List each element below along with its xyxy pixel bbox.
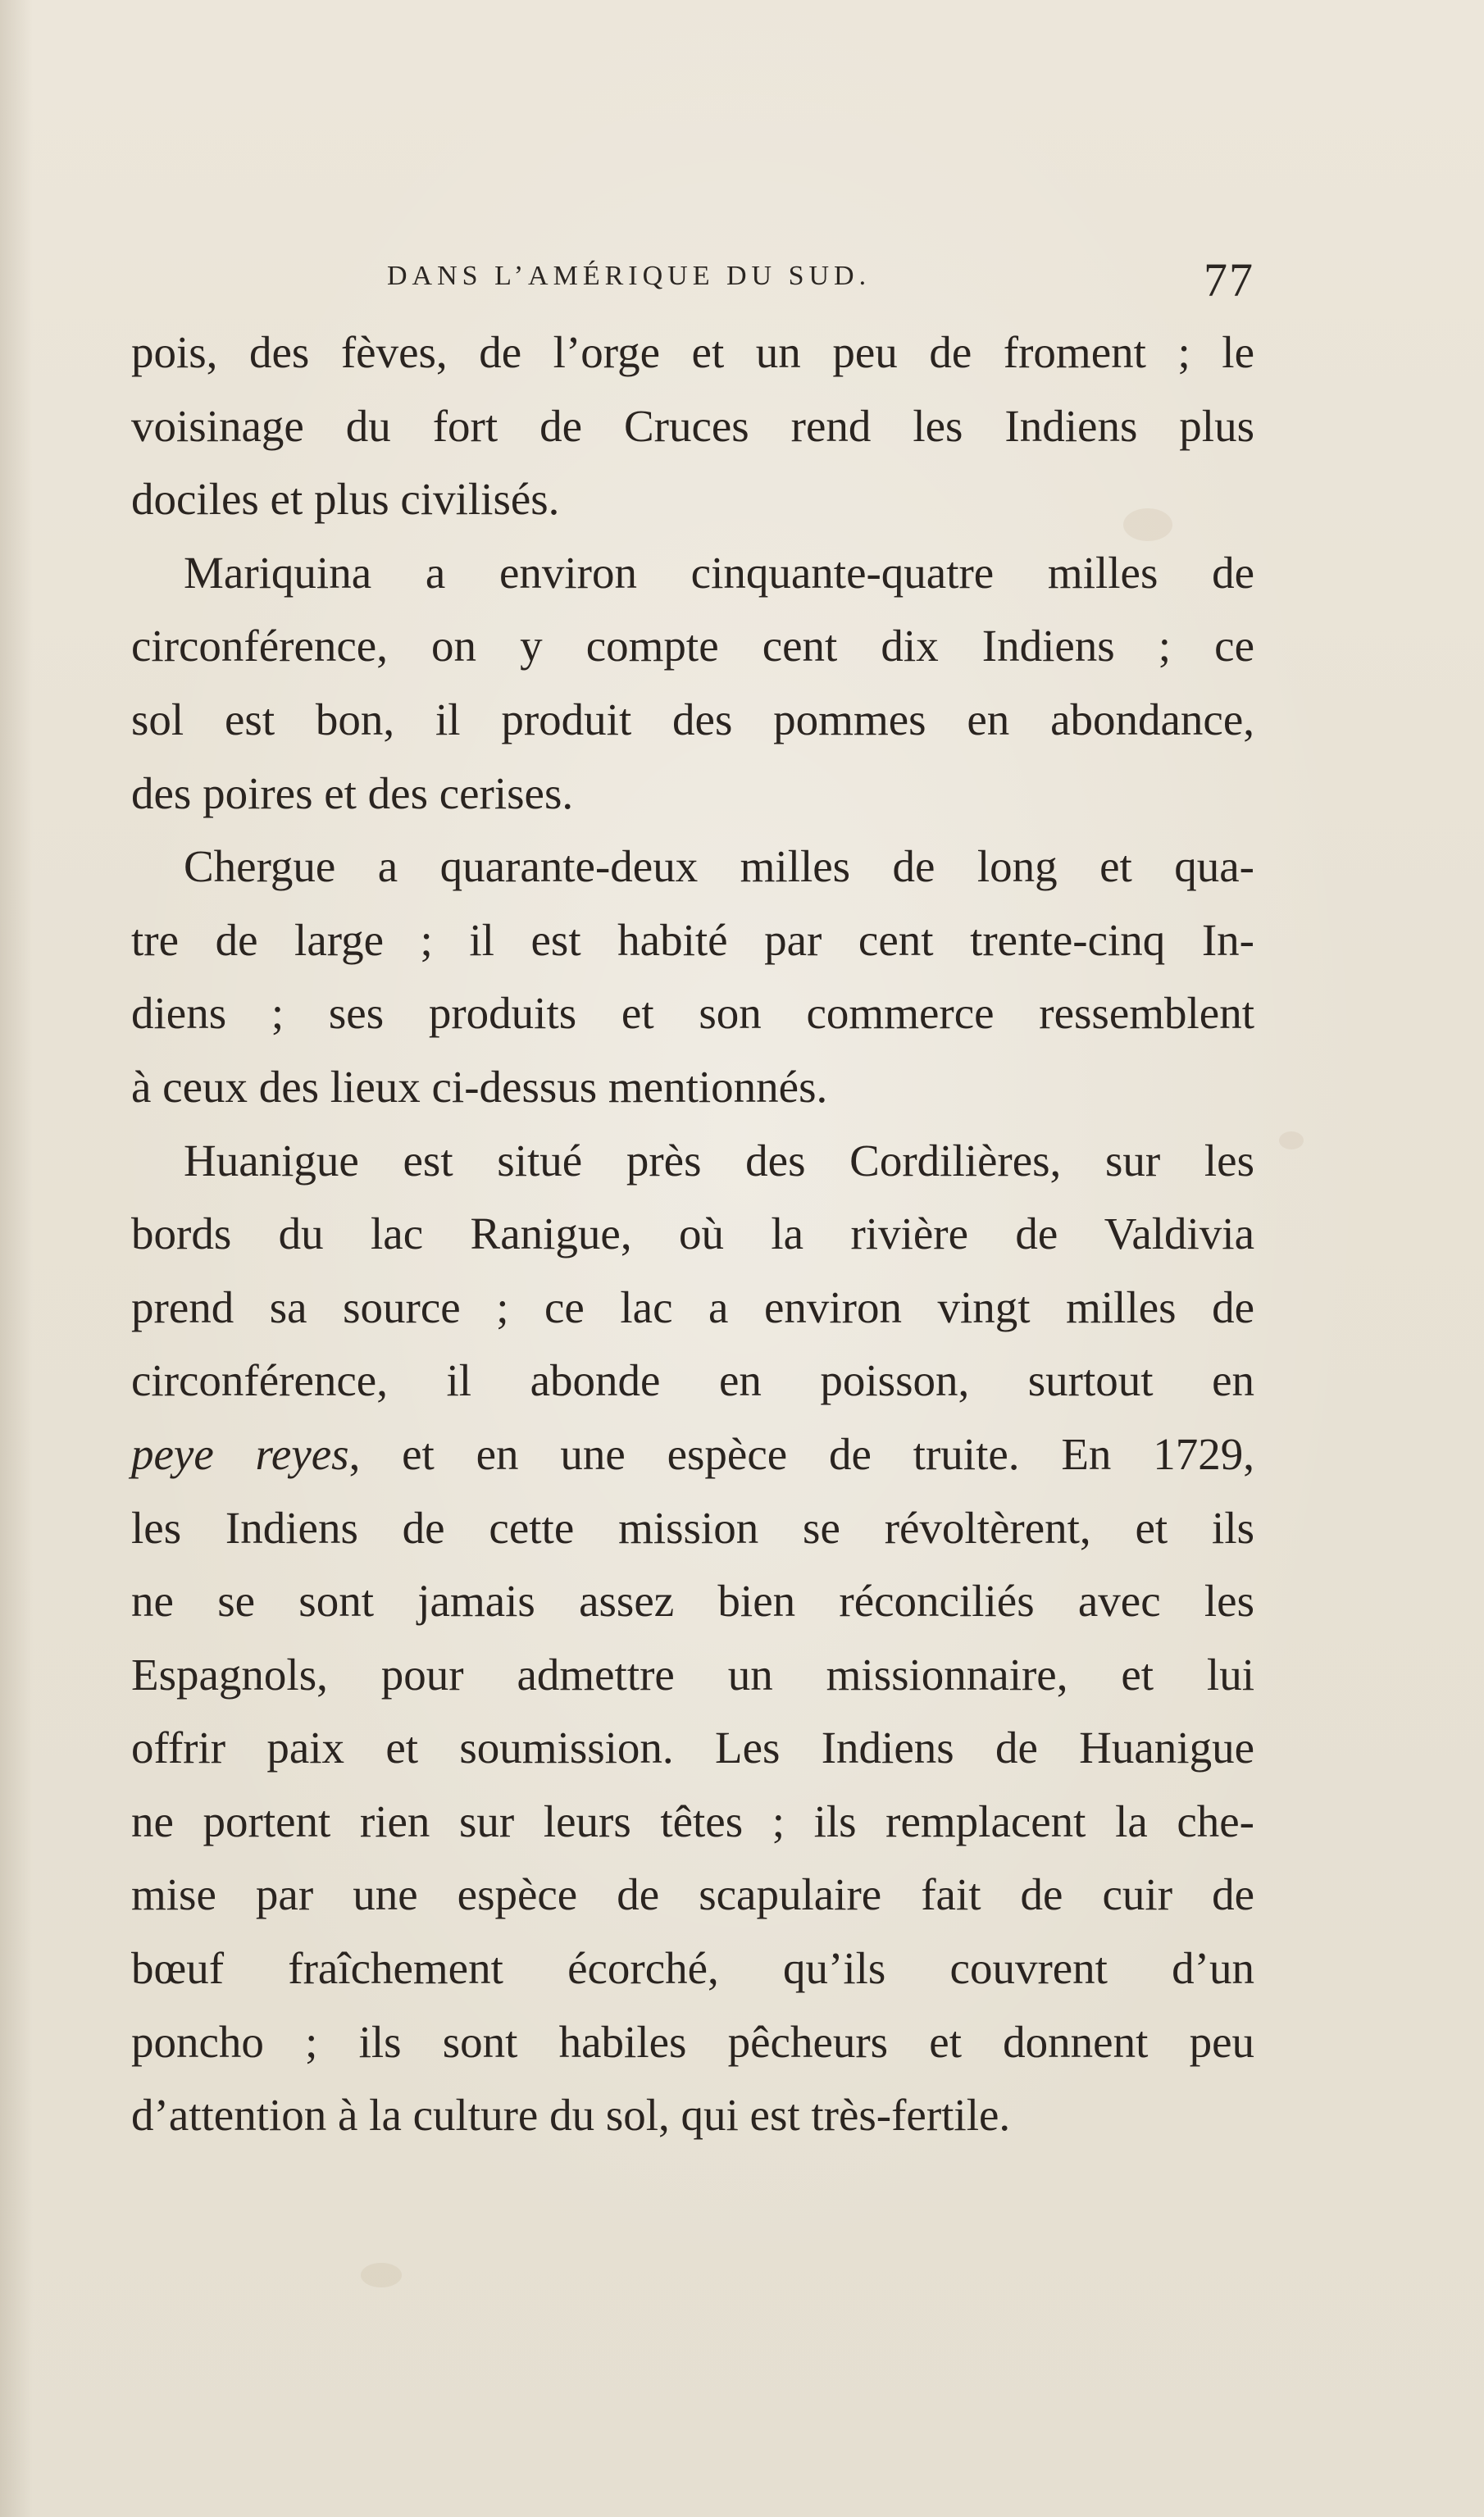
text-line: prend sa source ; ce lac a environ vingt milles de bbox=[131, 1281, 1254, 1332]
text-line: pois, des fèves, de l’orge et un peu de froment ; le bbox=[131, 327, 1254, 377]
text-line: ne se sont jamais assez bien réconciliés avec les bbox=[131, 1576, 1254, 1627]
text-line: Chergue a quarante-deux milles de long et qua- bbox=[184, 841, 1254, 892]
text-line: tre de large ; il est habité par cent trente-cinq In- bbox=[131, 914, 1254, 965]
text-line: Espagnols, pour admettre un missionnaire, et lui bbox=[131, 1649, 1254, 1700]
running-title: DANS L’AMÉRIQUE DU SUD. bbox=[387, 261, 872, 291]
italic-term: peye reyes bbox=[131, 1428, 349, 1479]
page-header bbox=[131, 253, 1254, 313]
body-text bbox=[131, 316, 1254, 2152]
text-line: diens ; ses produits et son commerce ressemblent bbox=[131, 988, 1254, 1039]
text-line: d’attention à la culture du sol, qui est très-fertile. bbox=[131, 2090, 1011, 2141]
text-line: à ceux des lieux ci-dessus mentionnés. bbox=[131, 1061, 828, 1112]
text-line: ne portent rien sur leurs têtes ; ils remplacent la che- bbox=[131, 1796, 1254, 1846]
text-line: voisinage du fort de Cruces rend les Indiens plus bbox=[131, 400, 1254, 451]
text-fragment: , et en une espèce de truite. En 1729, bbox=[348, 1428, 1254, 1479]
text-line-mixed bbox=[131, 1418, 1254, 1491]
text-line: poncho ; ils sont habiles pêcheurs et donnent peu bbox=[131, 2016, 1254, 2067]
text-line: sol est bon, il produit des pommes en abondance, bbox=[131, 694, 1254, 744]
text-line: les Indiens de cette mission se révoltèrent, et ils bbox=[131, 1502, 1254, 1553]
text-line: circonférence, on y compte cent dix Indiens ; ce bbox=[131, 621, 1254, 671]
text-line: bords du lac Ranigue, où la rivière de Valdivia bbox=[131, 1208, 1254, 1259]
text-line: Mariquina a environ cinquante-quatre milles de bbox=[184, 547, 1254, 598]
text-line: offrir paix et soumission. Les Indiens de Huanigue bbox=[131, 1723, 1254, 1773]
text-line: Huanigue est situé près des Cordilières, sur les bbox=[184, 1135, 1254, 1186]
foxing-spot bbox=[361, 2263, 402, 2287]
text-line: des poires et des cerises. bbox=[131, 767, 574, 818]
page-number: 77 bbox=[1204, 253, 1254, 307]
foxing-spot bbox=[1279, 1131, 1304, 1149]
text-line: circonférence, il abonde en poisson, surtout en bbox=[131, 1355, 1254, 1406]
text-line: bœuf fraîchement écorché, qu’ils couvrent d’un bbox=[131, 1943, 1254, 1994]
text-line: mise par une espèce de scapulaire fait de cuir de bbox=[131, 1869, 1254, 1920]
text-line: dociles et plus civilisés. bbox=[131, 474, 560, 525]
